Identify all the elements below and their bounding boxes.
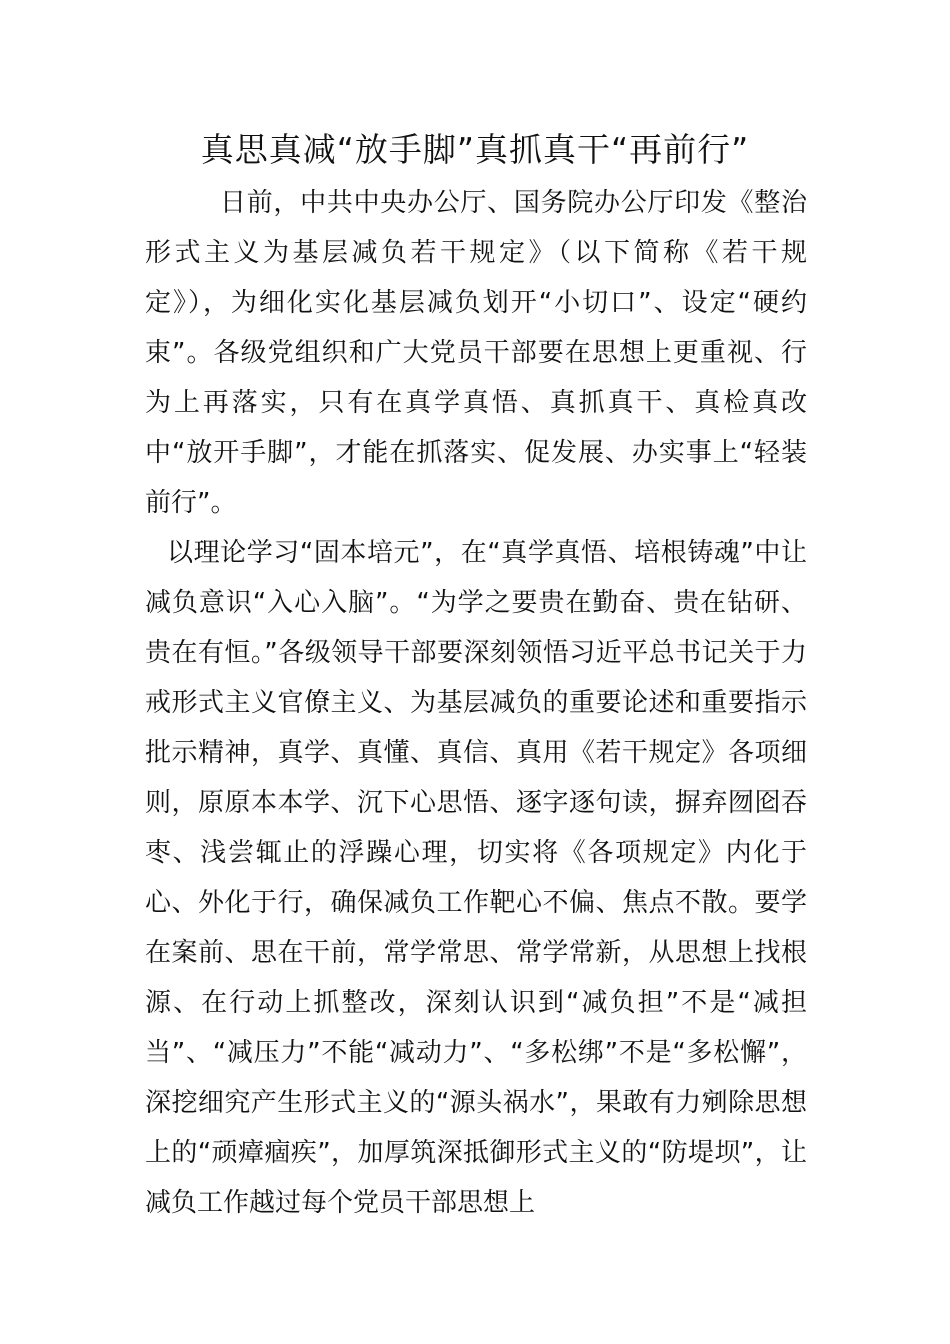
paragraph-theory-study: 以理论学习“固本培元”，在“真学真悟、培根铸魂”中让减负意识“入心入脑”。“为学之要贵在勤奋、贵在钻研、贵在有恒。”各级领导干部要深刻领悟习近平总书记关于力戒形式主义官僚主义、为基层减负的重要论述和重要指示批示精神，真学、真懂、真信、真用《若干规定》各项细则，原原本本学、沉下心思悟、逐字逐句读，摒弃囫囵吞枣、浅尝辄止的浮躁心理，切实将《各项规定》内化于心、外化于行，确保减负工作靶心不偏、焦点不散。要学在案前、思在干前，常学常思、常学常新，从思想上找根源、在行动上抓整改，深刻认识到“减负担”不是“减担当”、“减压力”不能“减动力”、“多松绑”不是“多松懈”，深挖细究产生形式主义的“源头祸水”，果敢有力剜除思想上的“顽瘴痼疾”，加厚筑深抵御形式主义的“防堤坝”，让减负工作越过每个党员干部思想上 [145, 538, 807, 1218]
document-body [145, 178, 807, 1228]
paragraph-intro: 日前，中共中央办公厅、国务院办公厅印发《整治形式主义为基层减负若干规定》（以下简称《若干规定》），为细化实化基层减负划开“小切口”、设定“硬约束”。各级党组织和广大党员干部要在思想上更重视、行为上再落实，只有在真学真悟、真抓真干、真检真改中“放开手脚”，才能在抓落实、促发展、办实事上“轻装前行”。 [145, 188, 807, 518]
document-title: 真思真减“放手脚”真抓真干“再前行” [200, 130, 750, 169]
